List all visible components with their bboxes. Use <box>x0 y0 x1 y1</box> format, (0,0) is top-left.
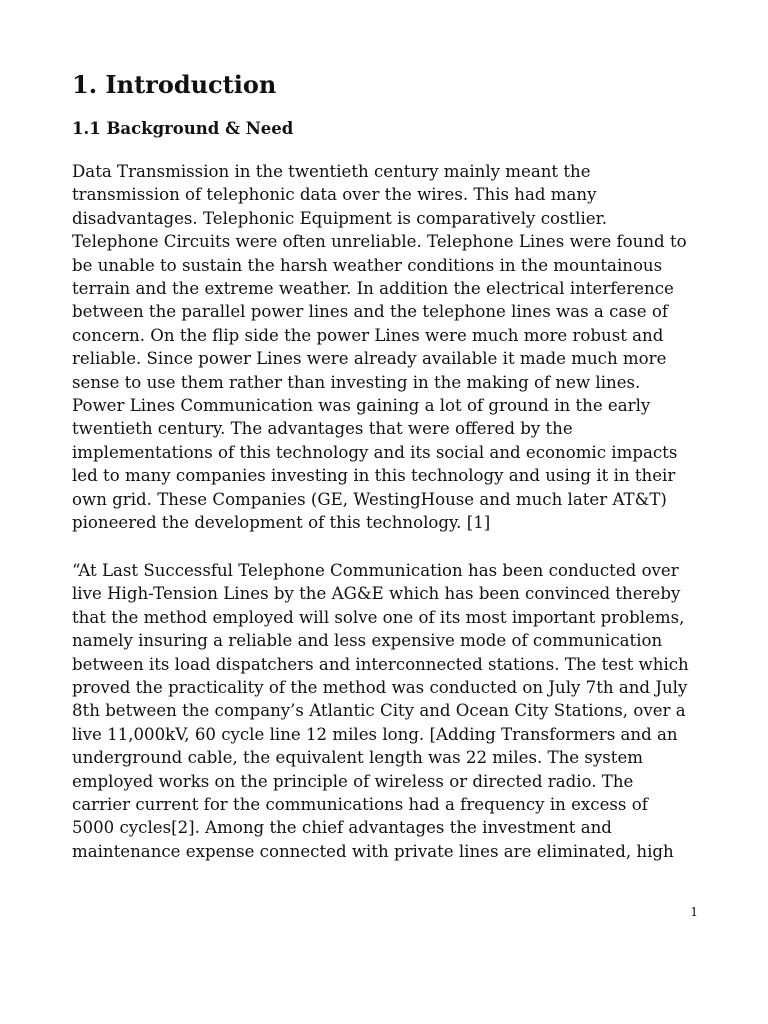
subsection-heading: 1.1 Background & Need <box>72 119 294 138</box>
text-line: sense to use them rather than investing in the making of new lines. <box>72 372 641 392</box>
paragraph-quote <box>72 559 712 863</box>
text-line: Data Transmission in the twentieth century mainly meant the <box>72 162 591 181</box>
text-line: 5000 cycles[2]. Among the chief advantages the investment and <box>72 818 612 838</box>
text-line: own grid. These Companies (GE, WestingHouse and much later AT&T) <box>72 489 667 509</box>
text-line: reliable. Since power Lines were already available it made much more <box>72 349 667 369</box>
text-line: transmission of telephonic data over the wires. This had many <box>72 185 597 205</box>
text-line: namely insuring a reliable and less expensive mode of communication <box>72 631 663 651</box>
text-line: “At Last Successful Telephone Communication has been conducted over <box>72 561 679 580</box>
text-line: be unable to sustain the harsh weather conditions in the mountainous <box>72 255 663 275</box>
text-line: carrier current for the communications had a frequency in excess of <box>72 795 648 815</box>
text-line: led to many companies investing in this technology and using it in their <box>72 466 676 486</box>
section-heading: 1. Introduction <box>72 70 277 99</box>
text-line: underground cable, the equivalent length was 22 miles. The system <box>72 748 644 768</box>
text-line: live High-Tension Lines by the AG&E which has been convinced thereby <box>72 584 681 604</box>
text-line: pioneered the development of this technology. [1] <box>72 513 491 533</box>
text-line: Power Lines Communication was gaining a lot of ground in the early <box>72 396 651 416</box>
text-line: twentieth century. The advantages that were offered by the <box>72 419 573 439</box>
paragraph-background <box>72 160 712 535</box>
text-line: 8th between the company’s Atlantic City and Ocean City Stations, over a <box>72 701 686 721</box>
text-line: disadvantages. Telephonic Equipment is comparatively costlier. <box>72 208 607 228</box>
page-number: 1 <box>690 905 698 919</box>
text-line: between the parallel power lines and the telephone lines was a case of <box>72 302 668 322</box>
text-line: implementations of this technology and its social and economic impacts <box>72 442 678 462</box>
text-line: employed works on the principle of wireless or directed radio. The <box>72 771 634 791</box>
text-line: maintenance expense connected with private lines are eliminated, high <box>72 841 674 861</box>
text-line: Telephone Circuits were often unreliable. Telephone Lines were found to <box>72 232 687 252</box>
text-line: terrain and the extreme weather. In addition the electrical interference <box>72 279 674 299</box>
text-line: that the method employed will solve one of its most important problems, <box>72 607 685 627</box>
text-line: concern. On the flip side the power Lines were much more robust and <box>72 325 664 345</box>
text-line: live 11,000kV, 60 cycle line 12 miles long. [Adding Transformers and an <box>72 724 678 744</box>
text-line: between its load dispatchers and interconnected stations. The test which <box>72 654 689 674</box>
text-line: proved the practicality of the method was conducted on July 7th and July <box>72 678 688 698</box>
